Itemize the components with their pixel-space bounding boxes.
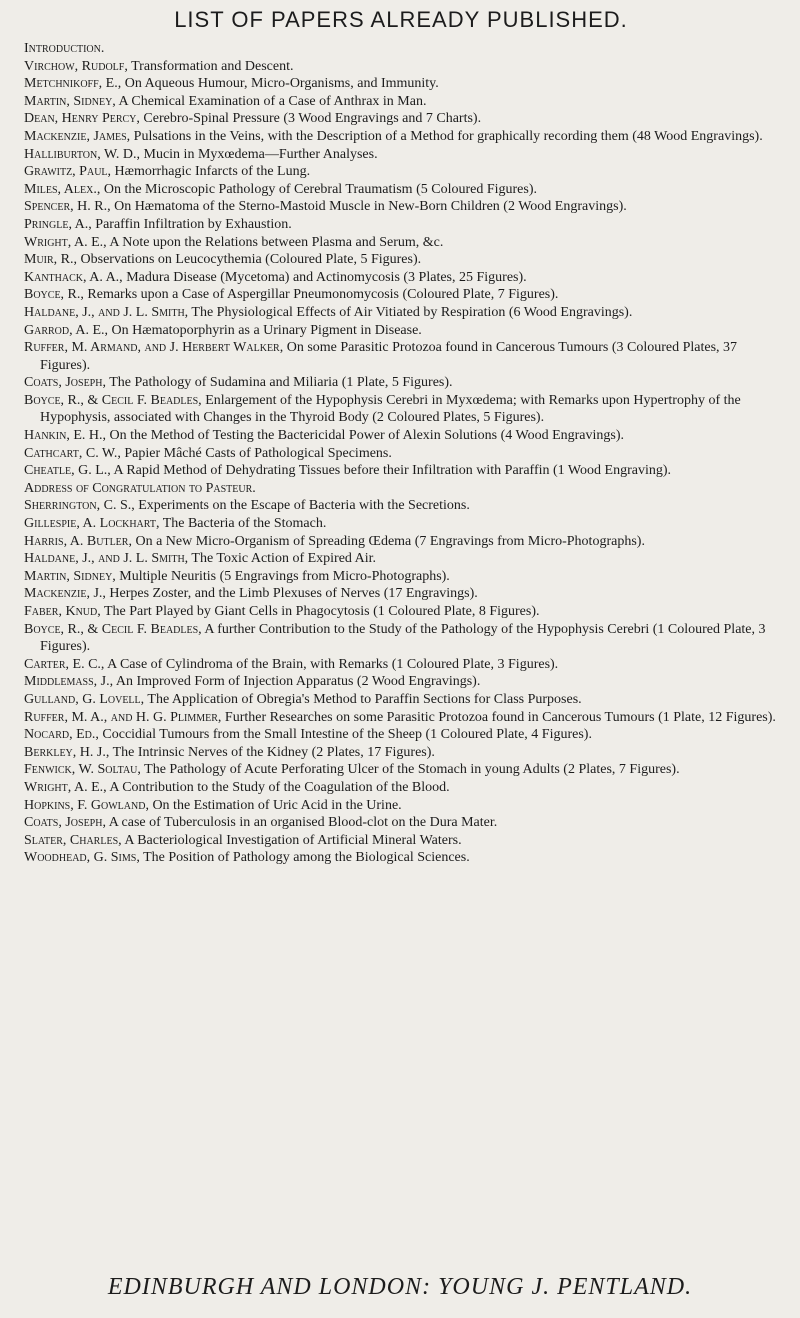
paper-author: Berkley, H. J.,	[24, 744, 110, 760]
paper-title: Pulsations in the Veins, with the Description of a Method for graphically recording them (48 Wood Engravings).	[130, 128, 763, 144]
paper-title: Hæmorrhagic Infarcts of the Lung.	[111, 164, 311, 180]
paper-entry	[24, 427, 778, 445]
paper-entry	[24, 462, 778, 480]
paper-entry	[24, 585, 778, 603]
paper-author: Virchow, Rudolf,	[24, 58, 128, 74]
paper-author: Ruffer, M. A., and H. G. Plimmer,	[24, 709, 222, 725]
paper-title: The Pathology of Sudamina and Miliaria (1 Plate, 5 Figures).	[105, 375, 453, 391]
publisher-imprint: EDINBURGH AND LONDON: YOUNG J. PENTLAND.	[107, 1274, 693, 1300]
paper-author: Hopkins, F. Gowland,	[24, 797, 149, 813]
paper-entry	[24, 374, 778, 392]
paper-title: Herpes Zoster, and the Limb Plexuses of Nerves (17 Engravings).	[105, 586, 478, 602]
paper-title: On the Estimation of Uric Acid in the Urine.	[148, 797, 402, 813]
paper-author: Metchnikoff, E.,	[24, 76, 122, 92]
paper-entry	[24, 603, 778, 621]
paper-author: Garrod, A. E.,	[24, 322, 109, 338]
paper-entry	[24, 286, 778, 304]
paper-title: Remarks upon a Case of Aspergillar Pneumonomycosis (Coloured Plate, 7 Figures).	[83, 287, 559, 303]
paper-entry	[24, 515, 778, 533]
paper-entry	[24, 797, 778, 815]
paper-author: Address of Congratulation to Pasteur.	[24, 480, 256, 496]
paper-entry	[24, 849, 778, 867]
paper-title: Mucin in Myxœdema—Further Analyses.	[140, 146, 378, 162]
paper-entry	[24, 110, 778, 128]
paper-entry	[24, 673, 778, 691]
paper-author: Harris, A. Butler,	[24, 533, 132, 549]
paper-entry	[24, 322, 778, 340]
paper-author: Nocard, Ed.,	[24, 727, 99, 743]
paper-entry	[24, 691, 778, 709]
paper-entry	[24, 621, 778, 656]
paper-title: The Intrinsic Nerves of the Kidney (2 Plates, 17 Figures).	[109, 744, 435, 760]
paper-entry	[24, 75, 778, 93]
paper-entry	[24, 163, 778, 181]
paper-title: Multiple Neuritis (5 Engravings from Micro-Photographs).	[115, 568, 450, 584]
paper-title: Papier Mâché Casts of Pathological Specimens.	[120, 445, 392, 461]
paper-author: Carter, E. C.,	[24, 656, 105, 672]
paper-entry	[24, 550, 778, 568]
paper-author: Cheatle, G. L.,	[24, 463, 111, 479]
paper-entry	[24, 269, 778, 287]
paper-title: A Case of Cylindroma of the Brain, with Remarks (1 Coloured Plate, 3 Figures).	[104, 656, 559, 672]
paper-author: Halliburton, W. D.,	[24, 146, 140, 162]
paper-title: Further Researches on some Parasitic Protozoa found in Cancerous Tumours (1 Plate, 12 Figures).	[221, 709, 776, 725]
paper-author: Sherrington, C. S.,	[24, 498, 135, 514]
paper-title: Enlargement of the Hypophysis Cerebri in Myxœdema; with Remarks upon Hypertrophy of the Hypophysis, associated with Changes in the Thyroid Body (2 Coloured Plates, 5 Figures).	[40, 392, 741, 426]
paper-entry	[24, 216, 778, 234]
paper-author: Introduction.	[24, 41, 105, 56]
paper-entry	[24, 445, 778, 463]
paper-title: On Aqueous Humour, Micro-Organisms, and Immunity.	[121, 76, 439, 92]
paper-author: Martin, Sidney,	[24, 568, 116, 584]
paper-title: Paraffin Infiltration by Exhaustion.	[91, 216, 292, 232]
paper-title: The Bacteria of the Stomach.	[159, 516, 327, 532]
paper-title: Experiments on the Escape of Bacteria with the Secretions.	[134, 498, 470, 514]
paper-author: Boyce, R.,	[24, 287, 84, 303]
paper-entry	[24, 656, 778, 674]
paper-author: Ruffer, M. Armand, and J. Herbert Walker,	[24, 340, 284, 356]
paper-entry	[24, 198, 778, 216]
paper-title: A Chemical Examination of a Case of Anthrax in Man.	[115, 93, 427, 109]
paper-author: Middlemass, J.,	[24, 674, 114, 690]
paper-entry	[24, 533, 778, 551]
paper-author: Boyce, R., & Cecil F. Beadles,	[24, 621, 202, 637]
paper-entry	[24, 392, 778, 427]
paper-author: Faber, Knud,	[24, 604, 101, 619]
paper-author: Coats, Joseph,	[24, 375, 106, 391]
paper-author: Gillespie, A. Lockhart,	[24, 516, 160, 532]
paper-entry	[24, 234, 778, 252]
paper-title: On a New Micro-Organism of Spreading Œdema (7 Engravings from Micro-Photographs).	[131, 533, 645, 549]
paper-title: A Bacteriological Investigation of Artificial Mineral Waters.	[121, 832, 462, 848]
paper-entry	[24, 40, 778, 58]
papers-list	[24, 40, 778, 867]
paper-title: The Pathology of Acute Perforating Ulcer of the Stomach in young Adults (2 Plates, 7 Figures).	[140, 762, 680, 778]
paper-author: Hankin, E. H.,	[24, 428, 106, 444]
page-title: LIST OF PAPERS ALREADY PUBLISHED.	[174, 7, 628, 32]
paper-entry	[24, 58, 778, 76]
paper-title: The Toxic Action of Expired Air.	[188, 551, 377, 567]
paper-entry	[24, 93, 778, 111]
paper-author: Woodhead, G. Sims,	[24, 850, 140, 866]
paper-title: Madura Disease (Mycetoma) and Actinomycosis (3 Plates, 25 Figures).	[122, 269, 527, 285]
paper-author: Gulland, G. Lovell,	[24, 691, 145, 707]
paper-author: Haldane, J., and J. L. Smith,	[24, 551, 189, 567]
paper-entry	[24, 128, 778, 146]
paper-title: A Rapid Method of Dehydrating Tissues before their Infiltration with Paraffin (1 Wood Engraving).	[110, 463, 671, 479]
paper-author: Slater, Charles,	[24, 832, 122, 848]
paper-title: A Note upon the Relations between Plasma and Serum, &c.	[106, 234, 444, 250]
paper-entry	[24, 480, 778, 498]
paper-entry	[24, 832, 778, 850]
paper-title: On Hæmatoma of the Sterno-Mastoid Muscle in New-Born Children (2 Wood Engravings).	[110, 199, 627, 215]
paper-title: On the Method of Testing the Bactericidal Power of Alexin Solutions (4 Wood Engravings).	[106, 428, 625, 444]
paper-author: Muir, R.,	[24, 252, 78, 268]
paper-author: Grawitz, Paul,	[24, 164, 112, 180]
paper-title: Cerebro-Spinal Pressure (3 Wood Engravings and 7 Charts).	[139, 111, 482, 127]
paper-title: The Position of Pathology among the Biological Sciences.	[139, 850, 470, 866]
paper-author: Mackenzie, James,	[24, 128, 131, 144]
paper-title: On Hæmatoporphyrin as a Urinary Pigment in Disease.	[108, 322, 422, 338]
paper-title: A Contribution to the Study of the Coagulation of the Blood.	[106, 779, 450, 795]
paper-author: Mackenzie, J.,	[24, 586, 106, 602]
paper-title: On some Parasitic Protozoa found in Cancerous Tumours (3 Coloured Plates, 37 Figures).	[40, 340, 738, 373]
paper-title: Observations on Leucocythemia (Coloured Plate, 5 Figures).	[77, 252, 422, 268]
paper-title: The Application of Obregia's Method to Paraffin Sections for Class Purposes.	[144, 691, 582, 707]
paper-author: Fenwick, W. Soltau,	[24, 762, 141, 778]
paper-author: Wright, A. E.,	[24, 779, 107, 795]
paper-entry	[24, 251, 778, 269]
paper-author: Martin, Sidney,	[24, 93, 116, 109]
paper-entry	[24, 568, 778, 586]
paper-entry	[24, 304, 778, 322]
paper-entry	[24, 339, 778, 374]
paper-entry	[24, 709, 778, 727]
paper-author: Dean, Henry Percy,	[24, 111, 140, 127]
paper-title: A further Contribution to the Study of the Pathology of the Hypophysis Cerebri (1 Coloured Plate, 3 Figures).	[40, 621, 766, 655]
paper-author: Kanthack, A. A.,	[24, 269, 123, 285]
paper-entry	[24, 814, 778, 832]
paper-title: The Part Played by Giant Cells in Phagocytosis (1 Coloured Plate, 8 Figures).	[100, 604, 540, 619]
paper-author: Spencer, H. R.,	[24, 199, 111, 215]
paper-entry	[24, 761, 778, 779]
paper-title: Coccidial Tumours from the Small Intestine of the Sheep (1 Coloured Plate, 4 Figures).	[98, 727, 592, 743]
paper-author: Miles, Alex.,	[24, 181, 101, 197]
paper-author: Pringle, A.,	[24, 216, 92, 232]
paper-title: An Improved Form of Injection Apparatus (2 Wood Engravings).	[113, 674, 481, 690]
paper-author: Coats, Joseph,	[24, 815, 106, 831]
paper-entry	[24, 726, 778, 744]
paper-author: Cathcart, C. W.,	[24, 445, 121, 461]
paper-author: Haldane, J., and J. L. Smith,	[24, 304, 189, 320]
paper-author: Wright, A. E.,	[24, 234, 107, 250]
paper-author: Boyce, R., & Cecil F. Beadles,	[24, 392, 202, 408]
paper-entry	[24, 744, 778, 762]
paper-entry	[24, 497, 778, 515]
paper-entry	[24, 779, 778, 797]
paper-entry	[24, 146, 778, 164]
paper-title: A case of Tuberculosis in an organised Blood-clot on the Dura Mater.	[105, 815, 498, 831]
paper-title: The Physiological Effects of Air Vitiated by Respiration (6 Wood Engravings).	[188, 304, 633, 320]
paper-entry	[24, 181, 778, 199]
paper-title: On the Microscopic Pathology of Cerebral Traumatism (5 Coloured Figures).	[100, 181, 538, 197]
paper-title: Transformation and Descent.	[127, 58, 294, 74]
